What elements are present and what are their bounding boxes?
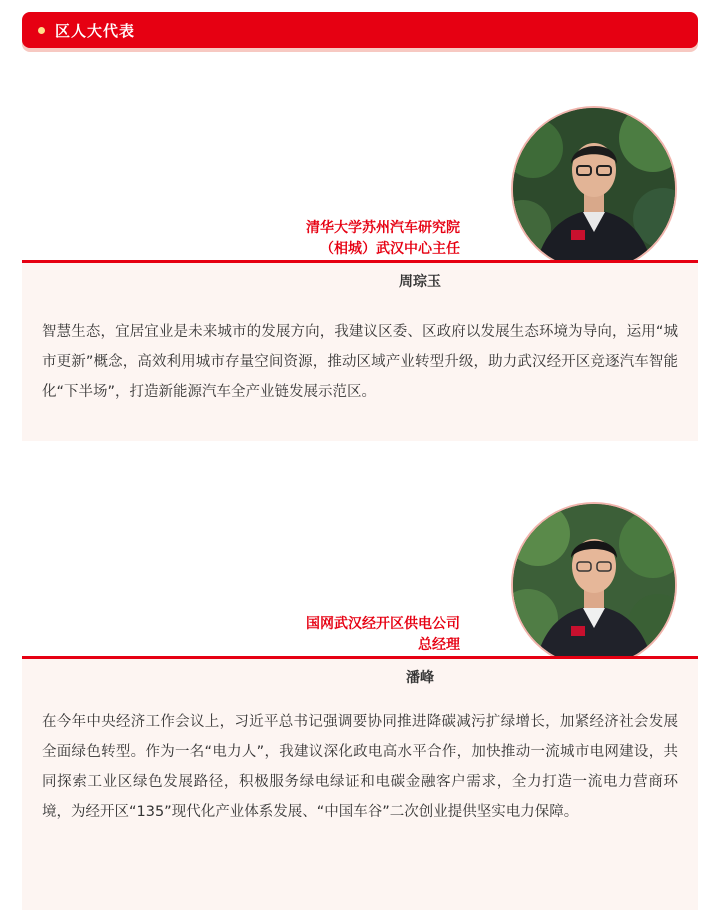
representative-bio: 智慧生态，宜居宜业是未来城市的发展方向，我建议区委、区政府以发展生态环境为导向，运用“城市更新”概念，高效利用城市存量空间资源，推动区域产业转型升级，助力武汉经开区竞逐汽车智能化“下半场”，打造新能源汽车全产业链发展示范区。	[42, 324, 678, 400]
section-title: 区人大代表	[55, 21, 136, 40]
representative-bio: 在今年中央经济工作会议上，习近平总书记强调要协同推进降碳减污扩绿增长，加紧经济社会发展全面绿色转型。作为一名“电力人”，我建议深化政电高水平合作，加快推动一流城市电网建设，共同探索工业区绿色发展路径，积极服务绿电绿证和电碳金融客户需求，全力打造一流电力营商环境，为经开区“135”现代化产业体系发展、“中国车谷”二次创业提供坚实电力保障。	[42, 714, 678, 820]
representative-name: 潘峰	[406, 670, 434, 686]
affiliation-line: 清华大学苏州汽车研究院	[306, 220, 460, 236]
person-portrait-icon	[513, 108, 675, 270]
card-body	[22, 659, 698, 910]
portrait-photo	[511, 106, 677, 272]
representative-name: 周琮玉	[399, 274, 441, 290]
affiliation-line: 总经理	[418, 637, 460, 653]
section-header	[22, 12, 698, 48]
person-portrait-icon	[513, 504, 675, 666]
affiliation	[306, 614, 460, 656]
portrait-photo	[511, 502, 677, 668]
affiliation	[306, 218, 460, 260]
affiliation-line: 国网武汉经开区供电公司	[306, 616, 460, 632]
card-body	[22, 263, 698, 441]
bullet-dot-icon	[38, 27, 45, 34]
affiliation-line: （相城）武汉中心主任	[320, 241, 460, 257]
